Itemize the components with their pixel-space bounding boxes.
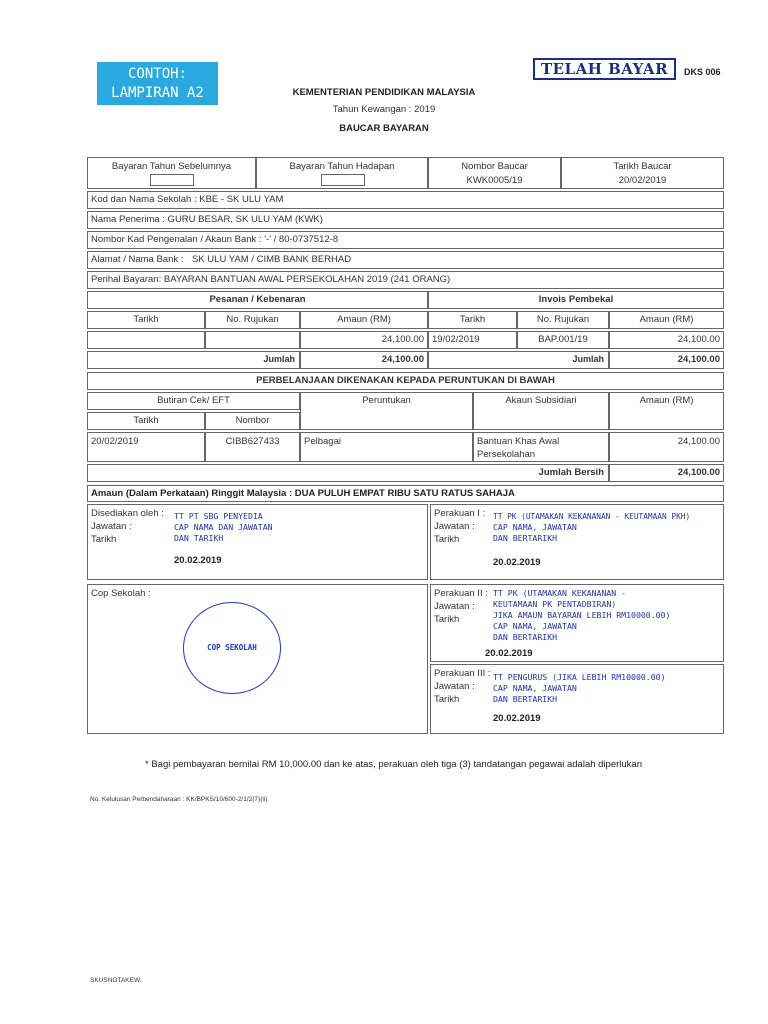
invoice-date-header [428, 311, 517, 329]
ic-account-row [87, 231, 724, 249]
expenditure-subsidiary-line2: Persekolahan [477, 449, 536, 460]
school-stamp-label: Cop Sekolah : [91, 588, 151, 599]
voucher-date: 20/02/2019 [618, 175, 667, 186]
order-ref-cell [205, 331, 300, 349]
school-stamp-text: COP SEKOLAH [207, 643, 257, 652]
expenditure-subsidiary-cell [473, 432, 609, 462]
voucher-date-cell [561, 157, 724, 189]
approval3-position-label: Jawatan : [434, 681, 475, 692]
invoice-amount-value: 24,100.00 [677, 334, 720, 345]
prepared-date-label: Tarikh [91, 534, 117, 545]
recipient-text: Nama Penerima : GURU BESAR, SK ULU YAM (KWK) [91, 214, 323, 225]
cheque-date-header-cell [87, 412, 205, 430]
order-total-value: 24,100.00 [381, 354, 424, 365]
ic-account-text: Nombor Kad Pengenalan / Akaun Bank : '-' / 80-0737512-8 [91, 234, 339, 245]
address-label: Alamat / Nama Bank : [91, 254, 184, 265]
order-total-label-cell [87, 351, 300, 369]
invoice-amount-header [609, 311, 724, 329]
approval3-date: 20.02.2019 [493, 713, 541, 724]
order-total-label: Jumlah [263, 354, 295, 364]
expenditure-amount-cell [609, 432, 724, 462]
cheque-date-header: Tarikh [133, 415, 159, 426]
invoice-date-cell [428, 331, 517, 349]
invoice-date-header-text: Tarikh [459, 314, 486, 325]
prepared-by-label: Disediakan oleh : [91, 508, 164, 519]
cheque-number-header-cell [205, 412, 300, 430]
school-text: Kod dan Nama Sekolah : KBE - SK ULU YAM [91, 194, 284, 205]
cheque-header-cell [87, 392, 300, 410]
approval1-date: 20.02.2019 [493, 557, 541, 568]
approval1-handwriting-line1: TT PK (UTAMAKAN KEKANANAN - KEUTAMAAN PKH) [493, 512, 691, 521]
subsidiary-header: Akaun Subsidiari [505, 395, 577, 406]
allocation-header: Peruntukan [362, 395, 411, 406]
school-stamp-circle [183, 602, 281, 694]
document-title: BAUCAR BAYARAN [339, 123, 429, 134]
order-section-title: Pesanan / Kebenaran [209, 294, 306, 305]
expenditure-allocation: Pelbagai [304, 436, 341, 447]
expenditure-allocation-cell [300, 432, 473, 462]
approval3-handwriting-line3: DAN BERTARIKH [493, 694, 558, 704]
school-row [87, 191, 724, 209]
expenditure-title: PERBELANJAAN DIKENAKAN KEPADA PERUNTUKAN DI BAWAH [256, 375, 555, 386]
invoice-section-title-cell [428, 291, 724, 309]
approval2-block [430, 584, 724, 662]
sample-label-badge [97, 62, 218, 105]
approval3-handwriting-line1: TT PENGURUS (JIKA LEBIH RM10000.00) [493, 672, 666, 682]
fiscal-year: Tahun Kewangan : 2019 [332, 104, 436, 115]
net-total-value: 24,100.00 [677, 467, 720, 478]
approval2-handwriting-line4: CAP NAMA, JAWATAN [493, 621, 577, 631]
prepared-handwriting-line1: TT PT SBG PENYEDIA [174, 511, 263, 521]
expenditure-date: 20/02/2019 [91, 436, 139, 447]
purpose-row [87, 271, 724, 289]
approval1-position-label: Jawatan : [434, 521, 475, 532]
approval2-handwriting-line2: KEUTAMAAN PK PENTADBIRAN) [493, 599, 617, 609]
approval2-position-label: Jawatan : [434, 601, 475, 612]
signature-footnote: * Bagi pembayaran bernilai RM 10,000.00 dan ke atas, perakuan oleh tiga (3) tandatangan pegawai adalah diperlukan [145, 759, 642, 770]
expenditure-number-cell [205, 432, 300, 462]
ministry-title: KEMENTERIAN PENDIDIKAN MALAYSIA [292, 87, 476, 98]
approval3-date-label: Tarikh [434, 694, 460, 705]
paid-stamp: TELAH BAYAR [533, 58, 676, 80]
expenditure-title-row [87, 372, 724, 390]
prepared-handwriting-line3: DAN TARIKH [174, 533, 224, 543]
expenditure-subsidiary-line1: Bantuan Khas Awal [477, 436, 560, 447]
expenditure-amount-header: Amaun (RM) [639, 395, 694, 406]
cheque-number-header: Nombor [235, 415, 270, 426]
address-value: SK ULU YAM / CIMB BANK BERHAD [192, 254, 352, 265]
purpose-text: Perihal Bayaran: BAYARAN BANTUAN AWAL PERSEKOLAHAN 2019 (241 ORANG) [91, 274, 451, 285]
invoice-ref-header [517, 311, 609, 329]
voucher-number-label: Nombor Baucar [461, 161, 528, 172]
sample-label-line2: LAMPIRAN A2 [111, 85, 204, 101]
invoice-total-cell [609, 351, 724, 369]
invoice-ref-cell [517, 331, 609, 349]
approval2-handwriting-line3: JIKA AMAUN BAYARAN LEBIH RM10000.00) [493, 610, 671, 620]
treasury-approval-ref: No. Kelulusan Perbendaharaan : KK/BPKS/10/600-2/1/2(7)(ii) [90, 796, 268, 803]
prev-year-cell [87, 157, 256, 189]
order-date-header [87, 311, 205, 329]
approval2-label: Perakuan II : [434, 588, 488, 599]
prepared-date: 20.02.2019 [174, 555, 222, 566]
order-amount-value: 24,100.00 [381, 334, 424, 345]
next-year-checkbox[interactable] [321, 174, 365, 186]
order-date-cell [87, 331, 205, 349]
bottom-code: SKUSNOTAKEW. [90, 977, 142, 984]
amount-words: Amaun (Dalam Perkataan) Ringgit Malaysia : DUA PULUH EMPAT RIBU SATU RATUS SAHAJA [91, 488, 515, 499]
net-total-label-cell [87, 464, 609, 482]
order-amount-header [300, 311, 428, 329]
order-ref-header-text: No. Rujukan [226, 314, 279, 325]
approval2-handwriting-line5: DAN BERTARIKH [493, 632, 558, 642]
order-ref-header [205, 311, 300, 329]
order-date-header-text: Tarikh [133, 314, 159, 325]
voucher-number: KWK0005/19 [466, 175, 523, 186]
approval2-date-label: Tarikh [434, 614, 460, 625]
invoice-total-value: 24,100.00 [677, 354, 720, 365]
approval1-block [430, 504, 724, 580]
invoice-amount-header-text: Amaun (RM) [639, 314, 694, 325]
approval3-label: Perakuan III : [434, 668, 491, 679]
approval1-handwriting-line3: DAN BERTARIKH [493, 533, 558, 543]
prepared-by-block [87, 504, 428, 580]
prepared-handwriting-line2: CAP NAMA DAN JAWATAN [174, 522, 273, 532]
approval3-block [430, 664, 724, 734]
expenditure-date-cell [87, 432, 205, 462]
invoice-ref-value: BAP.001/19 [538, 334, 588, 345]
subsidiary-header-cell [473, 392, 609, 430]
prepared-position-label: Jawatan : [91, 521, 132, 532]
approval3-handwriting-line2: CAP NAMA, JAWATAN [493, 683, 577, 693]
address-row [87, 251, 724, 269]
prev-year-label: Bayaran Tahun Sebelumnya [111, 161, 232, 172]
recipient-row [87, 211, 724, 229]
approval1-label: Perakuan I : [434, 508, 486, 519]
invoice-amount-cell [609, 331, 724, 349]
expenditure-amount-header-cell [609, 392, 724, 430]
order-total-cell [300, 351, 428, 369]
voucher-date-label: Tarikh Baucar [613, 161, 672, 172]
order-amount-header-text: Amaun (RM) [337, 314, 391, 325]
invoice-date-value: 19/02/2019 [432, 334, 480, 345]
invoice-total-label: Jumlah [572, 354, 604, 364]
next-year-cell [256, 157, 428, 189]
voucher-number-cell [428, 157, 561, 189]
invoice-total-label-cell [428, 351, 609, 369]
invoice-section-title: Invois Pembekal [538, 294, 614, 305]
cheque-header: Butiran Cek/ EFT [157, 395, 230, 406]
approval2-date: 20.02.2019 [485, 648, 533, 659]
order-amount-cell [300, 331, 428, 349]
prev-year-checkbox[interactable] [150, 174, 194, 186]
approval1-date-label: Tarikh [434, 534, 460, 545]
sample-label-line1: CONTOH: [127, 66, 187, 82]
approval2-handwriting-line1: TT PK (UTAMAKAN KEKANANAN - [493, 588, 627, 598]
allocation-header-cell [300, 392, 473, 430]
approval1-handwriting-line2: CAP NAMA, JAWATAN [493, 522, 577, 532]
expenditure-amount: 24,100.00 [677, 436, 720, 447]
expenditure-number: CIBB627433 [225, 436, 280, 447]
net-total-label: Jumlah Bersih [538, 467, 604, 478]
net-total-cell [609, 464, 724, 482]
amount-words-row [87, 485, 724, 502]
form-code: DKS 006 [684, 67, 721, 77]
order-section-title-cell [87, 291, 428, 309]
invoice-ref-header-text: No. Rujukan [536, 314, 590, 325]
next-year-label: Bayaran Tahun Hadapan [289, 161, 395, 172]
